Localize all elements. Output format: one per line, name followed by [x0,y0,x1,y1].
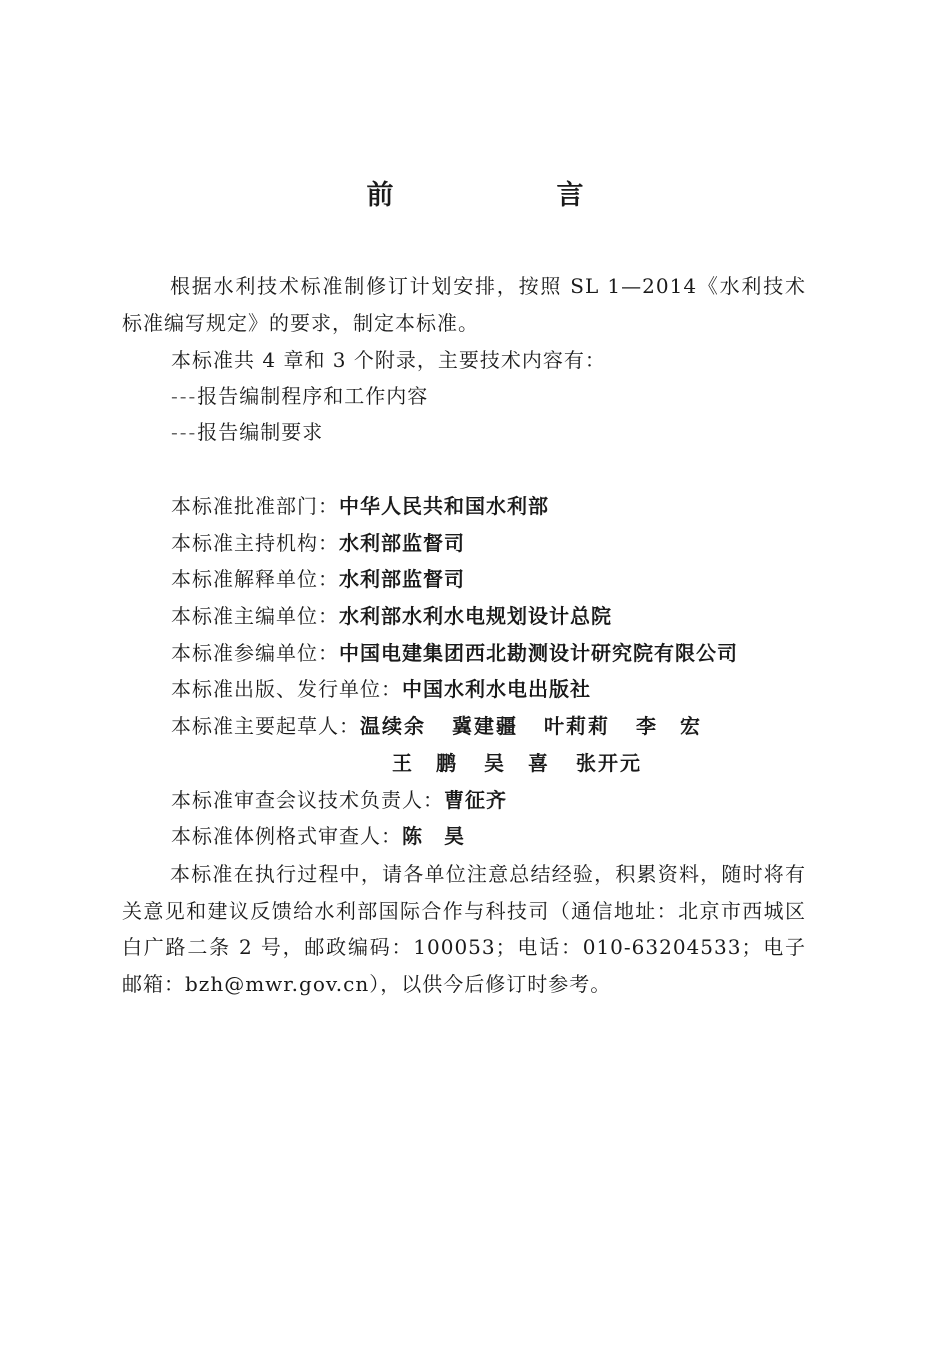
drafter-name: 吴 喜 [484,751,550,775]
drafter-name: 张开元 [576,751,642,775]
chief-unit-row [171,601,612,631]
participate-unit-row [171,638,738,668]
list-item [171,417,323,447]
format-reviewer-row [171,821,465,851]
drafter-name: 温续余 [360,714,426,738]
interpret-unit-value: 水利部监督司 [339,567,465,591]
interpret-unit-label: 本标准解释单位： [171,567,339,591]
drafter-name: 叶莉莉 [544,714,610,738]
publish-unit-row [171,674,591,704]
format-reviewer-label: 本标准体例格式审查人： [171,824,402,848]
chief-unit-value: 水利部水利水电规划设计总院 [339,604,612,628]
drafter-name: 王 鹏 [392,751,458,775]
interpret-unit-row [171,564,465,594]
publish-unit-label: 本标准出版、发行单位： [171,677,402,701]
list-item-text: 报告编制要求 [197,420,324,444]
drafters-label: 本标准主要起草人： [171,714,360,738]
drafter-name: 李 宏 [636,714,702,738]
review-lead-label: 本标准审查会议技术负责人： [171,788,444,812]
dash-marker: --- [171,420,198,444]
host-org-value: 水利部监督司 [339,531,465,555]
participate-unit-value: 中国电建集团西北勘测设计研究院有限公司 [339,641,738,665]
drafters-row [171,711,728,741]
review-lead-row [171,785,507,815]
page-title: 前 言 [366,180,652,211]
list-item-text: 报告编制程序和工作内容 [197,384,429,408]
intro-paragraph: 根据水利技术标准制修订计划安排，按照 SL 1—2014《水利技术标准编写规定》的要求，制定本标准。 [122,274,806,335]
chief-unit-label: 本标准主编单位： [171,604,339,628]
approve-dept-label: 本标准批准部门： [171,494,339,518]
publish-unit-value: 中国水利水电出版社 [402,677,591,701]
list-item [171,381,428,411]
drafter-name: 冀建疆 [452,714,518,738]
approve-dept-row [171,491,549,521]
host-org-label: 本标准主持机构： [171,531,339,555]
approve-dept-value: 中华人民共和国水利部 [339,494,549,518]
dash-marker: --- [171,384,198,408]
closing-paragraph: 本标准在执行过程中，请各单位注意总结经验，积累资料，随时将有关意见和建议反馈给水利部国际合作与科技司（通信地址：北京市西城区白广路二条 2 号，邮政编码：100053；电话：010-63204533；电子邮箱：bzh@mwr.gov.cn），以供今后修订时参考。 [122,862,806,996]
participate-unit-label: 本标准参编单位： [171,641,339,665]
review-lead-value: 曹征齐 [444,788,507,812]
content-summary: 本标准共 4 章和 3 个附录，主要技术内容有： [171,348,606,372]
drafters-row-2 [392,748,668,778]
host-org-row [171,528,465,558]
format-reviewer-value: 陈 昊 [402,824,465,848]
